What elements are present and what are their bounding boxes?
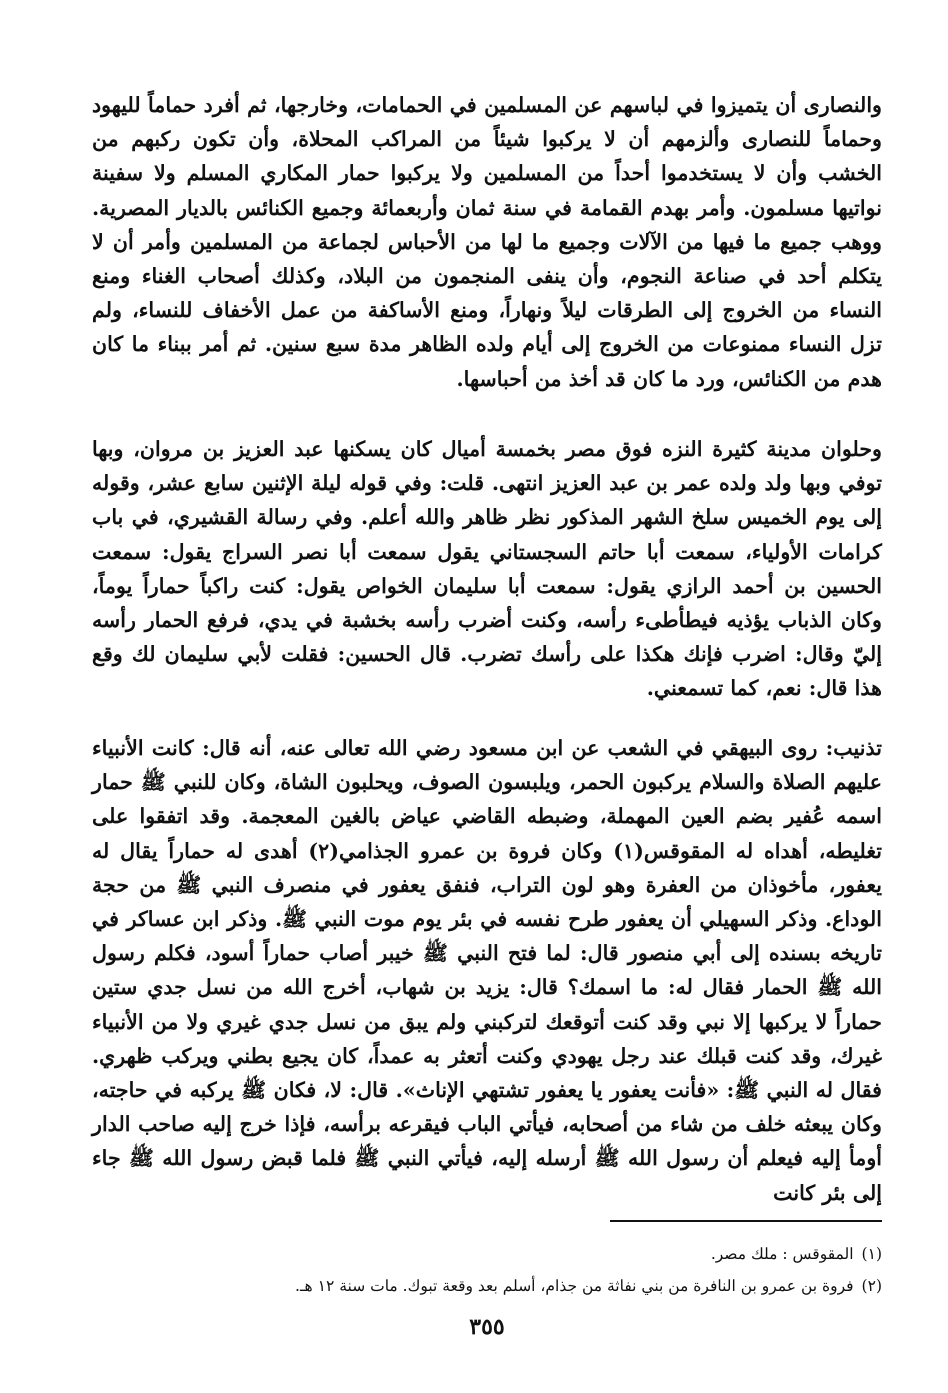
footnote-text: فروة بن عمرو بن النافرة من بني نفاثة من جذام، أسلم بعد وقعة تبوك. مات سنة ١٢ هـ.: [295, 1277, 854, 1295]
footnote-text: المقوقس : ملك مصر.: [710, 1245, 854, 1263]
footnote-number: (١): [861, 1245, 882, 1263]
body-paragraph-3: تذنيب: روى البيهقي في الشعب عن ابن مسعود رضي الله تعالى عنه، أنه قال: كانت الأنبياء عليهم الصلاة والسلام يركبون الحمر، ويلبسون الصوف، ويحلبون الشاة، وكان للنبي ﷺ حمار اسمه عُفير بضم العين المهملة، وضبطه القاضي عياض بالغين المعجمة. وقد اتفقوا على تغليطه، أهداه له المقوقس(١) وكان فروة بن عمرو الجذامي(٢) أهدى له حماراً يقال له يعفور، مأخوذان من العفرة وهو لون التراب، فنفق يعفور في منصرف النبي ﷺ من حجة الوداع. وذكر السهيلي أن يعفور طرح نفسه في بئر يوم موت النبي ﷺ. وذكر ابن عساكر في تاريخه بسنده إلى أبي منصور قال: لما فتح النبي ﷺ خيبر أصاب حماراً أسود، فكلم رسول الله ﷺ الحمار فقال له: ما اسمك؟ قال: يزيد بن شهاب، أخرج الله من نسل جدي ستين حماراً لا يركبها إلا نبي وقد كنت أتوقعك لتركبني ولم يبق من نسل جدي غيري ولا من الأنبياء غيرك، وقد كنت قبلك عند رجل يهودي وكنت أتعثر به عمداً، كان يجيع بطني ويركب ظهري. فقال له النبي ﷺ: «فأنت يعفور يا يعفور تشتهي الإناث». قال: لا، فكان ﷺ يركبه في حاجته، وكان يبعثه خلف من شاء من أصحابه، فيأتي الباب فيقرعه برأسه، فإذا خرج إليه صاحب الدار أومأ إليه فيعلم أن رسول الله ﷺ أرسله إليه، فيأتي النبي ﷺ فلما قبض رسول الله ﷺ جاء إلى بئر كانت: [92, 736, 882, 1205]
book-page: [92, 88, 882, 1378]
body-paragraph-2: وحلوان مدينة كثيرة النزه فوق مصر بخمسة أميال كان يسكنها عبد العزيز بن مروان، وبها توفي وبها ولد ولده عمر بن عبد العزيز انتهى. قلت: وفي قوله ليلة الإثنين سابع عشر، وقوله إلى يوم الخميس سلخ الشهر المذكور نظر ظاهر والله أعلم. وفي رسالة القشيري، في باب كرامات الأولياء، سمعت أبا حاتم السجستاني يقول سمعت أبا نصر السراج يقول: سمعت الحسين بن أحمد الرازي يقول: سمعت أبا سليمان الخواص يقول: كنت راكباً حماراً يوماً، وكان الذباب يؤذيه فيطأطىء رأسه، وكنت أضرب رأسه بخشبة في يدي، فرفع الحمار رأسه إليّ وقال: اضرب فإنك هكذا على رأسك تضرب. قال الحسين: فقلت لأبي سليمان لك وقع هذا قال: نعم، كما تسمعني.: [92, 437, 882, 701]
footnote-1: [92, 1238, 882, 1270]
footnote-number: (٢): [861, 1277, 882, 1295]
footnote-2: [92, 1270, 882, 1302]
footnote-separator: [610, 1220, 882, 1222]
page-number: ٣٥٥: [469, 1314, 505, 1340]
body-paragraph-1: والنصارى أن يتميزوا في لباسهم عن المسلمين في الحمامات، وخارجها، ثم أفرد حماماً لليهود وحماماً للنصارى وألزمهم أن لا يركبوا شيئاً من المراكب المحلاة، وأن تكون ركبهم من الخشب وأن لا يستخدموا أحداً من المسلمين ولا يركبوا حمار المكاري المسلم ولا سفينة نواتيها مسلمون. وأمر بهدم القمامة في سنة ثمان وأربعمائة وجميع الكنائس بالديار المصرية. ووهب جميع ما فيها من الآلات وجميع ما لها من الأحباس لجماعة من المسلمين وأمر أن لا يتكلم أحد في صناعة النجوم، وأن ينفى المنجمون من البلاد، وكذلك أصحاب الغناء ومنع النساء من الخروج إلى الطرقات ليلاً ونهاراً، ومنع الأساكفة من عمل الأخفاف للنساء، ولم تزل النساء ممنوعات من الخروج إلى أيام ولده الظاهر مدة سبع سنين. ثم أمر ببناء ما كان هدم من الكنائس، ورد ما كان قد أخذ من أحباسها.: [92, 93, 882, 391]
footnotes: [92, 1238, 882, 1302]
